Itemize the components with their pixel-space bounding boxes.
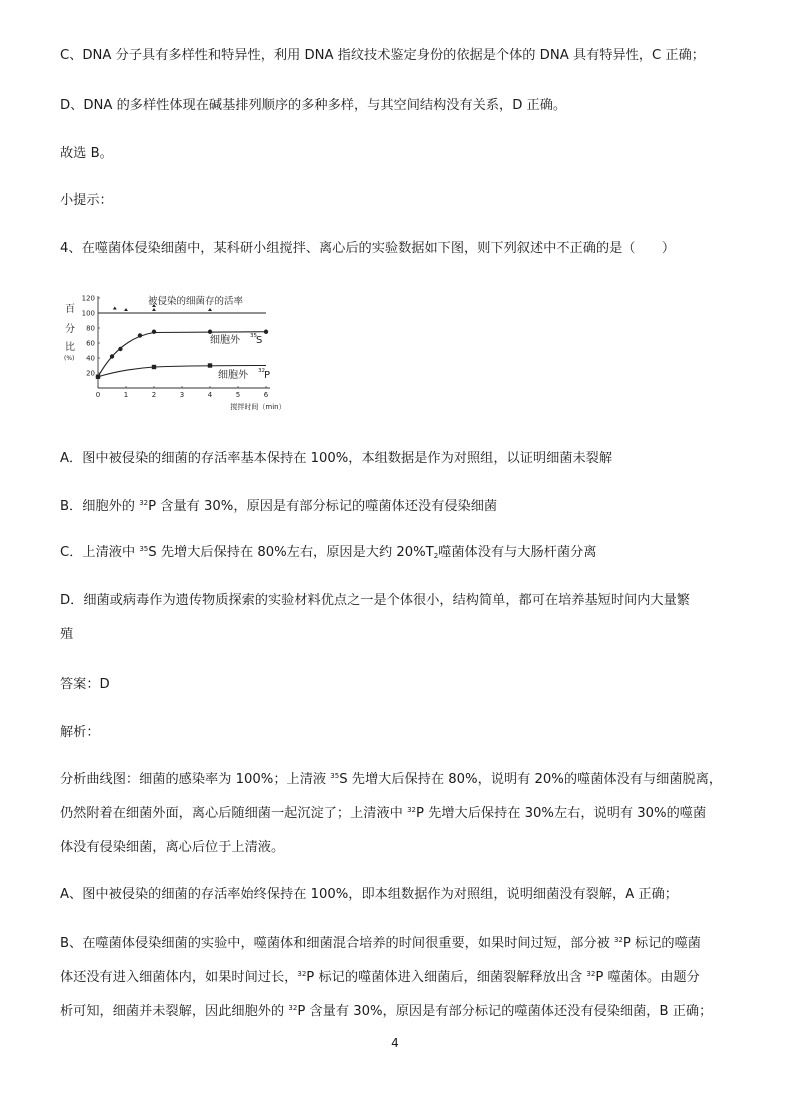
y-tick-label: 120 — [81, 294, 95, 303]
x-tick-label: 0 — [95, 391, 101, 399]
text-line-c: C、DNA 分子具有多样性和特异性，利用 DNA 指纹技术鉴定身份的依据是个体的 DNA 具有特异性，C 正确； — [60, 48, 705, 63]
analysis-line-2: 仍然附着在细菌外面，离心后随细菌一起沉淀了；上清液中 $^{32}$P 先增大后保持在 30%左右，说明有 30%的噬菌 — [60, 806, 707, 821]
page-number: 4 — [391, 1036, 399, 1050]
x-tick-label: 5 — [235, 391, 241, 399]
y-tick-label: 20 — [86, 369, 95, 378]
y-axis-label: 比 — [65, 342, 75, 353]
x-tick-label: 1 — [123, 391, 129, 399]
s32-series-label: 细胞外 — [218, 370, 248, 381]
y-tick-label: 100 — [81, 309, 95, 318]
y-axis-label: 分 — [65, 324, 75, 335]
text-line-d: D、DNA 的多样性体现在碱基排列顺序的多种多样，与其空间结构没有关系，D 正确。 — [60, 98, 567, 113]
survival-point — [208, 308, 212, 311]
option-d-line-1: D．细菌或病毒作为遗传物质探索的实验材料优点之一是个体很小，结构简单，都可在培养基短时间内大量繁 — [60, 593, 690, 608]
chart-ticks — [82, 295, 269, 400]
y-tick-label: 80 — [86, 324, 95, 333]
chart-series — [96, 304, 271, 381]
s35-label-iso: 35 — [250, 333, 257, 339]
s35-label-element: S — [256, 335, 263, 346]
s35-point — [152, 330, 156, 334]
analysis-line-7: 析可知，细菌并未裂解，因此细胞外的 $^{32}$P 含量有 30%，原因是有部分标记的噬菌体还没有侵染细菌，B 正确； — [60, 1004, 713, 1019]
option-b: B．细胞外的 $^{32}$P 含量有 30%，原因是有部分标记的噬菌体还没有侵染细菌 — [60, 499, 498, 514]
s35-point — [208, 330, 212, 334]
question-4: 4、在噬菌体侵染细菌中，某科研小组搅拌、离心后的实验数据如下图，则下列叙述中不正确的是（ ） — [60, 241, 676, 256]
s32-point — [96, 375, 100, 379]
analysis-line-4: A、图中被侵染的细菌的存活率始终保持在 100%，即本组数据作为对照组，说明细菌没有裂解，A 正确； — [60, 887, 678, 902]
answer: 答案：D — [60, 677, 110, 692]
option-c: C．上清液中 $^{35}$S 先增大后保持在 80%左右，原因是大约 $20\%T_2$噬菌体没有与大肠杆菌分离 — [60, 545, 597, 560]
analysis-heading: 解析： — [60, 725, 100, 740]
s32-label-iso: 32 — [258, 368, 265, 374]
survival-series-label: 被侵染的细菌存的活率 — [148, 296, 244, 307]
y-axis-label: (%) — [64, 355, 75, 362]
survival-point — [152, 308, 156, 311]
analysis-line-1: 分析曲线图：细菌的感染率为 100%；上清液 $^{35}$S 先增大后保持在 80%，说明有 20%的噬菌体没有与细菌脱离， — [60, 772, 723, 787]
s35-series-label: 细胞外 — [210, 335, 240, 346]
y-axis-label: 百 — [65, 304, 75, 315]
s35-point — [118, 347, 122, 351]
y-tick-label: 60 — [86, 339, 95, 348]
option-d-line-2: 殖 — [60, 627, 74, 642]
s32-point — [152, 365, 156, 369]
text-line-choice: 故选 B。 — [60, 146, 113, 161]
x-axis-label: 搅拌时间（min） — [230, 403, 286, 411]
x-tick-label: 4 — [207, 391, 213, 399]
x-tick-label: 6 — [263, 391, 269, 399]
s32-label-element: P — [264, 370, 271, 381]
survival-point — [124, 308, 128, 311]
s32-point — [208, 363, 212, 367]
analysis-line-5: B、在噬菌体侵染细菌的实验中，噬菌体和细菌混合培养的时间很重要，如果时间过短，部分被 $^{32}$P 标记的噬菌 — [60, 936, 701, 951]
y-tick-label: 40 — [86, 354, 95, 363]
survival-point — [113, 307, 117, 310]
option-a: A．图中被侵染的细菌的存活率基本保持在 100%，本组数据是作为对照组，以证明细菌未裂解 — [60, 451, 613, 466]
s35-point — [110, 354, 114, 358]
x-tick-label: 3 — [179, 391, 185, 399]
experiment-chart — [60, 290, 320, 420]
analysis-line-3: 体没有侵染细菌，离心后位于上清液。 — [60, 840, 285, 855]
x-tick-label: 2 — [151, 391, 157, 399]
text-line-tip: 小提示： — [60, 193, 113, 208]
s35-point — [264, 330, 268, 334]
analysis-line-6: 体还没有进入细菌体内，如果时间过长，$^{32}$P 标记的噬菌体进入细菌后，细菌裂解释放出含 $^{32}$P 噬菌体。由题分 — [60, 970, 700, 985]
s35-point — [138, 333, 142, 337]
